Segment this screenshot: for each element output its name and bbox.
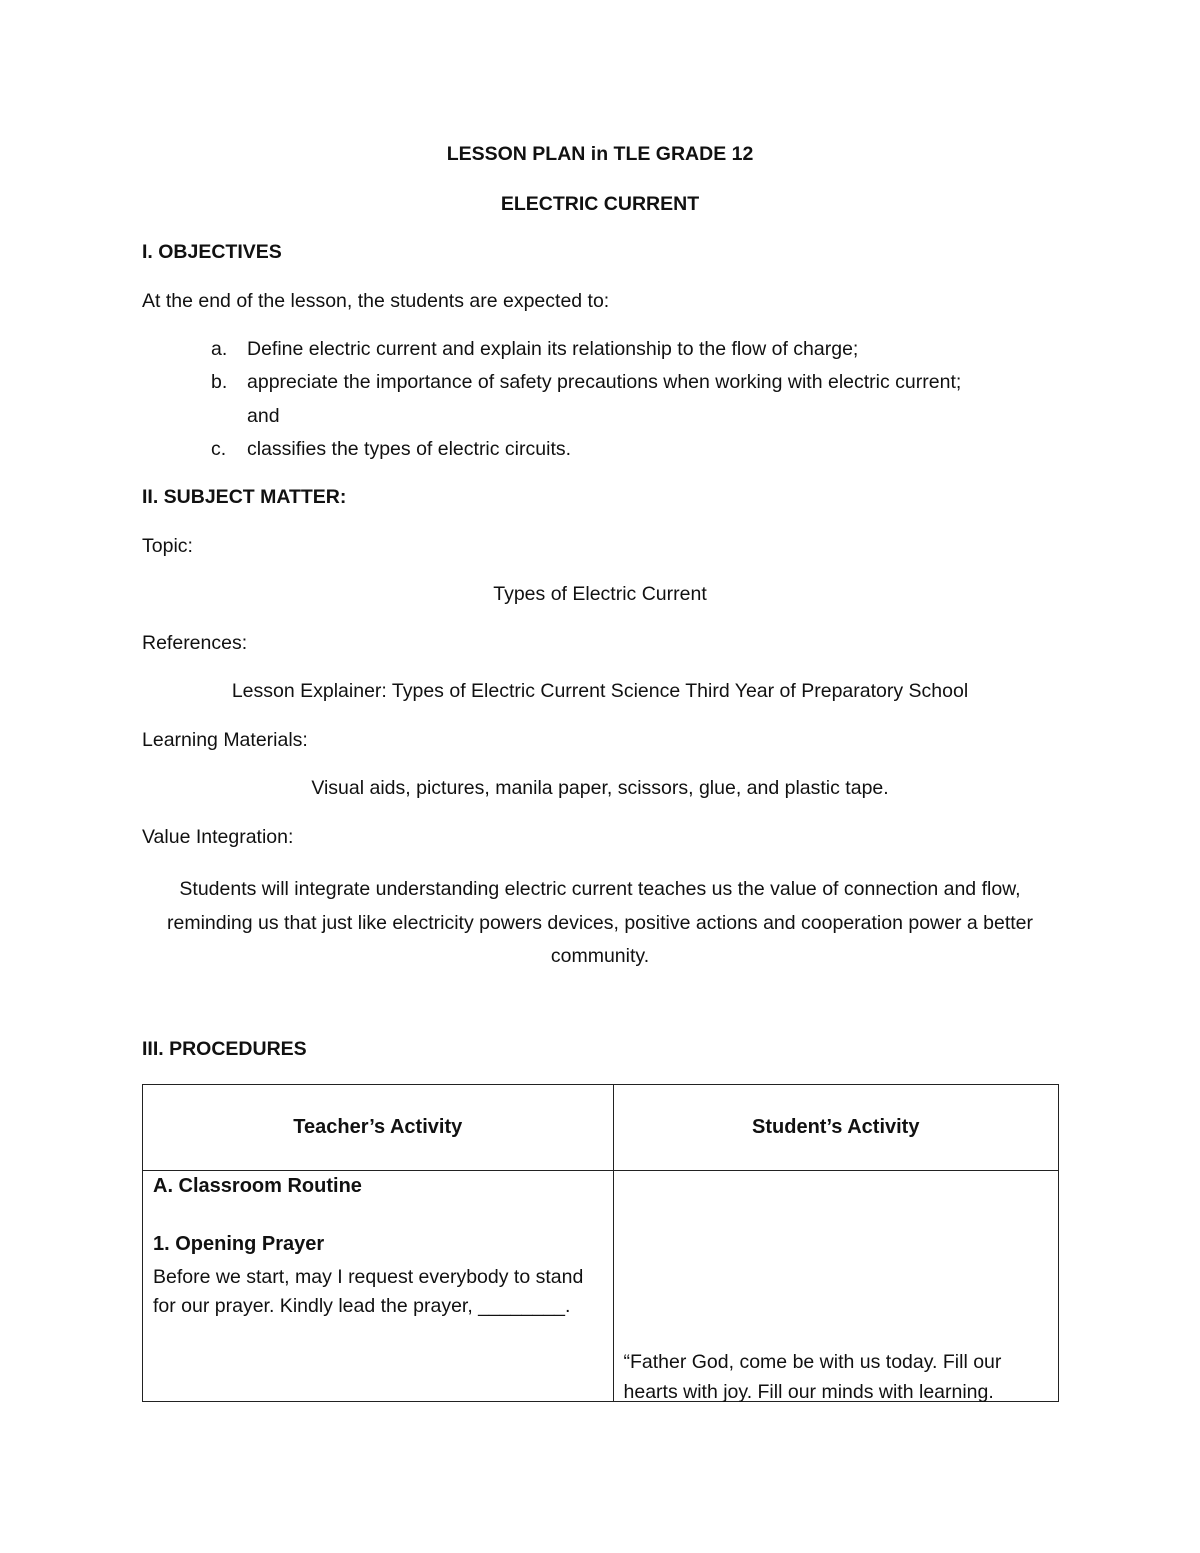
objective-marker-a: a. <box>211 338 228 360</box>
student-prayer-response: “Father God, come be with us today. Fill our hearts with joy. Fill our minds with learning. <box>623 1351 1002 1403</box>
references-label: References: <box>142 632 248 654</box>
topic-value: Types of Electric Current <box>493 583 707 605</box>
table-header-row <box>143 1085 1059 1171</box>
references-value: Lesson Explainer: Types of Electric Current Science Third Year of Preparatory School <box>231 680 969 702</box>
page-title: LESSON PLAN in TLE GRADE 12 <box>446 143 754 165</box>
materials-label: Learning Materials: <box>142 729 308 751</box>
objective-text-b-continuation: and <box>247 405 280 427</box>
objectives-heading: I. OBJECTIVES <box>142 241 282 263</box>
topic-label: Topic: <box>142 535 193 557</box>
opening-prayer-text: Before we start, may I request everybody to stand for our prayer. Kindly lead the prayer, ________. <box>153 1266 584 1317</box>
student-activity-cell <box>613 1171 1059 1402</box>
procedures-heading: III. PROCEDURES <box>142 1038 307 1060</box>
subject-matter-heading: II. SUBJECT MATTER: <box>142 486 347 508</box>
value-integration-text: Students will integrate understanding electric current teaches us the value of connection and flow, reminding us that just like electricity powers devices, positive actions and cooperation power a better community. <box>166 878 1034 967</box>
table-row <box>143 1171 1059 1402</box>
page-subtitle: ELECTRIC CURRENT <box>500 193 700 215</box>
materials-value: Visual aids, pictures, manila paper, scissors, glue, and plastic tape. <box>311 777 889 799</box>
objectives-intro: At the end of the lesson, the students are expected to: <box>142 290 610 312</box>
objective-text-a: Define electric current and explain its relationship to the flow of charge; <box>247 338 859 360</box>
objective-text-c: classifies the types of electric circuits. <box>247 438 572 460</box>
student-activity-header: Student’s Activity <box>613 1085 1059 1171</box>
value-integration-label: Value Integration: <box>142 826 294 848</box>
classroom-routine-heading: A. Classroom Routine <box>153 1175 362 1197</box>
objective-marker-b: b. <box>211 371 228 393</box>
teacher-activity-cell <box>143 1171 614 1402</box>
objective-marker-c: c. <box>211 438 227 460</box>
teacher-activity-header: Teacher’s Activity <box>143 1085 614 1171</box>
procedures-table <box>142 1084 1059 1402</box>
objective-text-b: appreciate the importance of safety precautions when working with electric current; <box>247 371 962 393</box>
opening-prayer-heading: 1. Opening Prayer <box>153 1233 325 1255</box>
